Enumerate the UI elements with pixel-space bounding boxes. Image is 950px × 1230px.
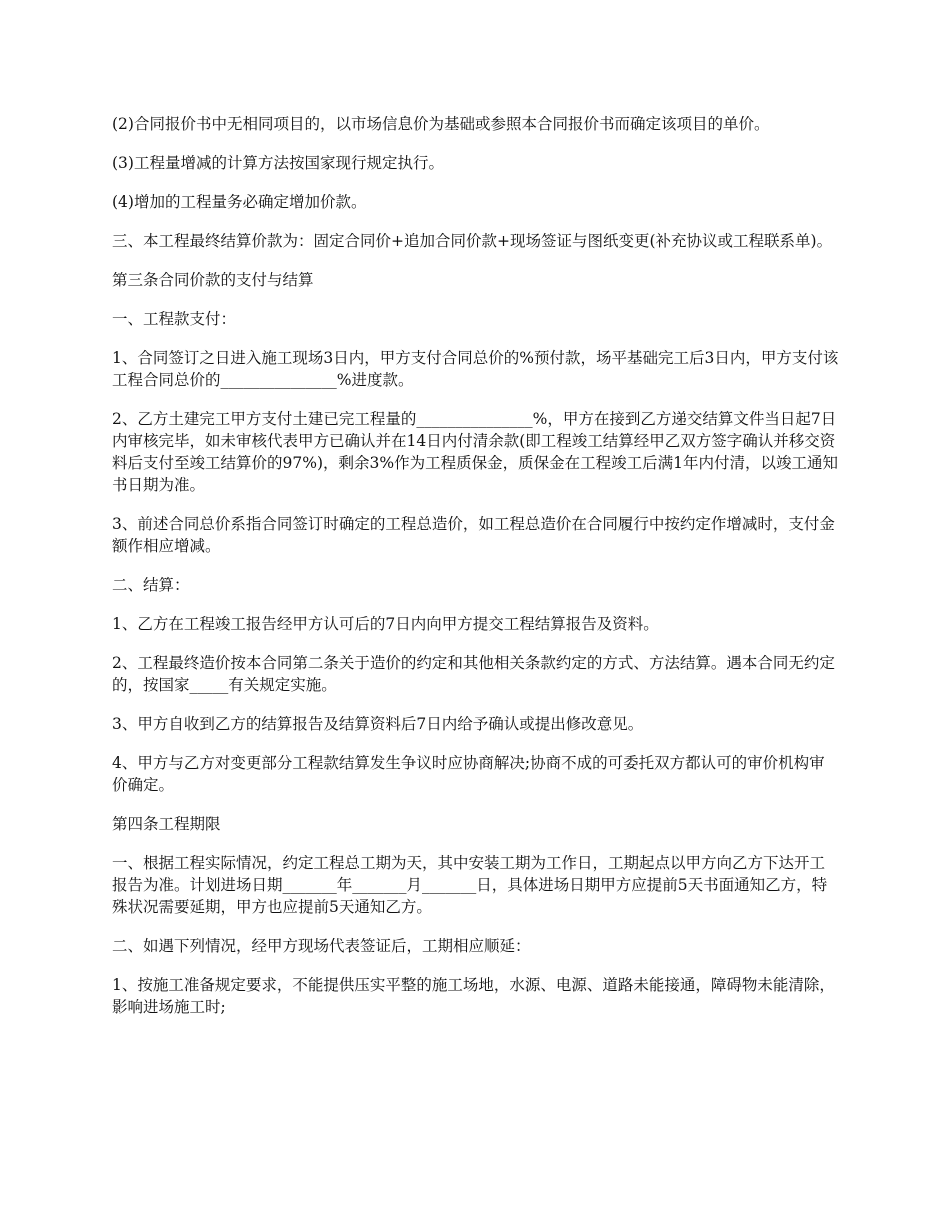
paragraph-payment-2: 2、乙方土建完工甲方支付土建已完工程量的_______________%，甲方在接到乙方递交结算文件当日起7日内审核完毕，如未审核代表甲方已确认并在14日内付清余款(即工程竣工结算经甲乙双方签字确认并移交资料后支付至竣工结算价的97%)，剩余3%作为工程质保金，质保金在工程竣工后满1年内付清，以竣工通知书日期为准。 [112,410,838,494]
paragraph-final-settlement-price: 三、本工程最终结算价款为：固定合同价+追加合同价款+现场签证与图纸变更(补充协议或工程联系单)。 [112,232,833,250]
heading-article-3: 第三条合同价款的支付与结算 [112,271,314,289]
heading-settlement: 二、结算： [112,576,190,594]
paragraph-period-2: 二、如遇下列情况，经甲方现场代表签证后，工期相应顺延： [112,937,531,955]
paragraph-payment-1: 1、合同签订之日进入施工现场3日内，甲方支付合同总价的%预付款，场平基础完工后3日内，甲方支付该工程合同总价的_______________%进度款。 [112,349,839,389]
paragraph-settlement-1: 1、乙方在工程竣工报告经甲方认可后的7日内向甲方提交工程结算报告及资料。 [112,615,659,633]
heading-article-4: 第四条工程期限 [112,815,221,833]
paragraph-settlement-3: 3、甲方自收到乙方的结算报告及结算资料后7日内给予确认或提出修改意见。 [112,715,644,733]
paragraph-period-1: 一、根据工程实际情况，约定工程总工期为天，其中安装工期为工作日，工期起点以甲方向乙方下达开工报告为准。计划进场日期_______年_______月_______日，具体进场日期甲方应提前5天书面通知乙方，特殊状况需要延期，甲方也应提前5天通知乙方。 [112,854,828,916]
paragraph-settlement-2: 2、工程最终造价按本合同第二条关于造价的约定和其他相关条款约定的方式、方法结算。遇本合同无约定的，按国家_____有关规定实施。 [112,654,835,694]
heading-payment: 一、工程款支付： [112,310,237,328]
paragraph-quantity-calc: (3)工程量增减的计算方法按国家现行规定执行。 [112,154,444,172]
paragraph-settlement-4: 4、甲方与乙方对变更部分工程款结算发生争议时应协商解决;协商不成的可委托双方都认可的审价机构审价确定。 [112,754,825,794]
paragraph-added-quantity: (4)增加的工程量务必确定增加价款。 [112,193,367,211]
paragraph-period-item-1: 1、按施工准备规定要求，不能提供压实平整的施工场地，水源、电源、道路未能接通，障碍物未能清除，影响进场施工时; [112,976,835,1016]
paragraph-payment-3: 3、前述合同总价系指合同签订时确定的工程总造价，如工程总造价在合同履行中按约定作增减时，支付金额作相应增减。 [112,515,835,555]
paragraph-price-no-match: (2)合同报价书中无相同项目的，以市场信息价为基础或参照本合同报价书而确定该项目的单价。 [112,115,770,133]
document-body [112,113,840,1035]
